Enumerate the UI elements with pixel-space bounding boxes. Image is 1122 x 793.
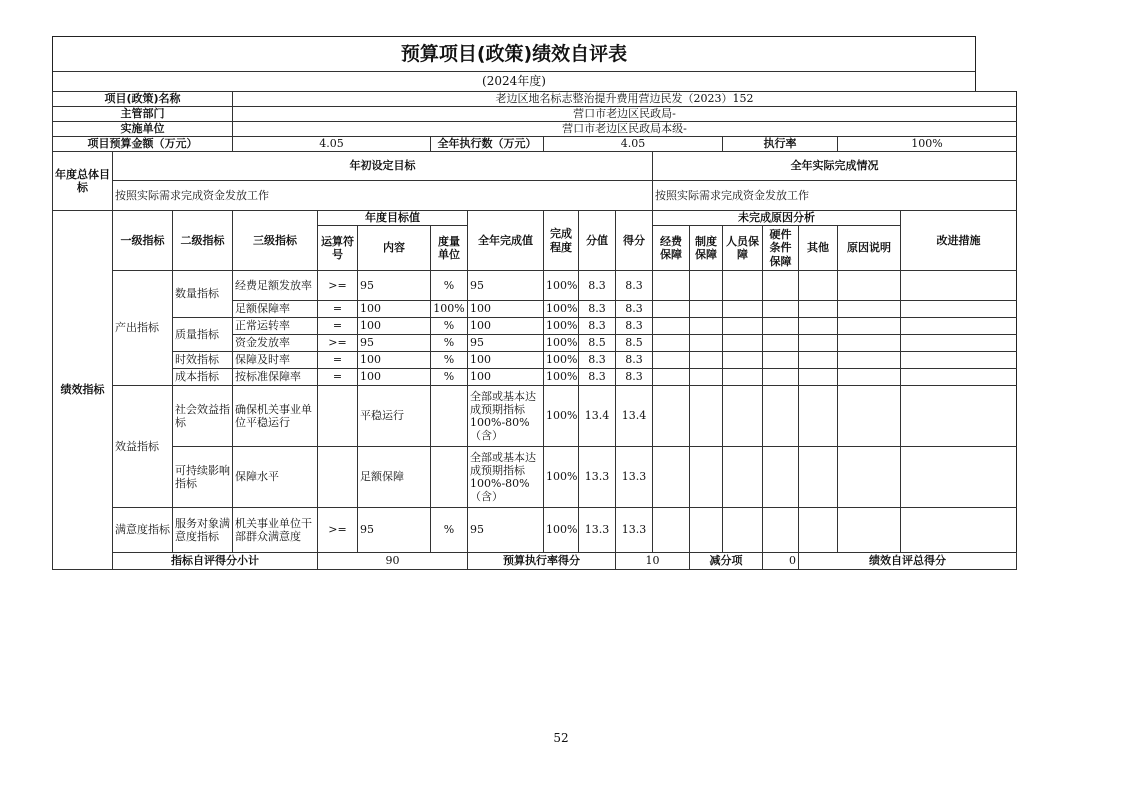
score-cell: 8.3 (579, 352, 616, 369)
implementer-row (53, 122, 1017, 137)
level3-cell: 按标准保障率 (233, 369, 318, 386)
unit-cell: 100% (431, 301, 468, 318)
score-cell: 13.4 (579, 386, 616, 447)
budget-amount-label: 项目预算金额（万元） (53, 137, 233, 152)
project-name-label: 项目(政策)名称 (53, 92, 233, 107)
content-cell: 100 (358, 352, 431, 369)
operator-cell: = (318, 369, 358, 386)
degree-cell: 100% (544, 369, 579, 386)
level3-cell: 保障水平 (233, 447, 318, 508)
degree-cell: 100% (544, 386, 579, 447)
completed-cell: 100 (468, 369, 544, 386)
unit-cell (431, 447, 468, 508)
perf-section-label: 绩效指标 (53, 211, 113, 570)
table-row (53, 352, 1017, 369)
score-cell: 8.3 (579, 271, 616, 301)
executed-value: 4.05 (544, 137, 723, 152)
degree-cell: 100% (544, 271, 579, 301)
completed-cell: 95 (468, 335, 544, 352)
got-cell: 8.3 (616, 352, 653, 369)
improve-header: 改进措施 (901, 211, 1017, 271)
completed-cell: 95 (468, 508, 544, 553)
operator-cell: >= (318, 508, 358, 553)
unit-cell: % (431, 318, 468, 335)
evaluation-table (52, 91, 1017, 570)
got-cell: 8.5 (616, 335, 653, 352)
target-group-header: 年度目标值 (318, 211, 468, 226)
operator-cell: = (318, 318, 358, 335)
level2-social: 社会效益指标 (173, 386, 233, 447)
level2-quantity: 数量指标 (173, 271, 233, 318)
completed-cell: 95 (468, 271, 544, 301)
level3-cell: 保障及时率 (233, 352, 318, 369)
exec-score-label: 预算执行率得分 (468, 553, 616, 570)
content-cell: 100 (358, 318, 431, 335)
goal-text-row (53, 181, 1017, 211)
page-number: 52 (553, 731, 569, 745)
got-cell: 8.3 (616, 318, 653, 335)
level3-cell: 确保机关事业单位平稳运行 (233, 386, 318, 447)
level3-header: 三级指标 (233, 211, 318, 271)
completed-cell: 100 (468, 352, 544, 369)
perf-header-row-1 (53, 211, 1017, 226)
annual-goal-label: 年度总体目标 (53, 152, 113, 211)
degree-cell: 100% (544, 318, 579, 335)
table-row (53, 369, 1017, 386)
table-row (53, 447, 1017, 508)
operator-cell: >= (318, 271, 358, 301)
reason-group-header: 未完成原因分析 (653, 211, 901, 226)
got-header: 得分 (616, 211, 653, 271)
content-cell: 平稳运行 (358, 386, 431, 447)
sheet-header (52, 36, 976, 91)
operator-cell (318, 447, 358, 508)
score-cell: 13.3 (579, 447, 616, 508)
level1-output: 产出指标 (113, 271, 173, 386)
degree-cell: 100% (544, 335, 579, 352)
subtotal-label: 指标自评得分小计 (113, 553, 318, 570)
department-value: 营口市老边区民政局- (233, 107, 1017, 122)
got-cell: 13.3 (616, 447, 653, 508)
budget-amount-value: 4.05 (233, 137, 431, 152)
reason-staff-header: 人员保障 (723, 226, 763, 271)
actual-goal-text: 按照实际需求完成资金发放工作 (653, 181, 1017, 211)
table-row (53, 386, 1017, 447)
unit-cell: % (431, 369, 468, 386)
got-cell: 13.3 (616, 508, 653, 553)
got-cell: 8.3 (616, 301, 653, 318)
content-cell: 95 (358, 335, 431, 352)
level1-header: 一级指标 (113, 211, 173, 271)
project-name-value: 老边区地名标志整治提升费用营边民发（2023）152 (233, 92, 1017, 107)
completed-cell: 全部或基本达成预期指标100%-80%（含） (468, 447, 544, 508)
content-cell: 95 (358, 508, 431, 553)
score-header: 分值 (579, 211, 616, 271)
completed-cell: 100 (468, 318, 544, 335)
rate-value: 100% (838, 137, 1017, 152)
page-title: 预算项目(政策)绩效自评表 (53, 37, 975, 72)
department-label: 主管部门 (53, 107, 233, 122)
completed-header: 全年完成值 (468, 211, 544, 271)
executed-label: 全年执行数（万元） (431, 137, 544, 152)
rate-label: 执行率 (723, 137, 838, 152)
level1-benefit: 效益指标 (113, 386, 173, 508)
degree-header: 完成程度 (544, 211, 579, 271)
level2-quality: 质量指标 (173, 318, 233, 352)
reason-system-header: 制度保障 (690, 226, 723, 271)
degree-cell: 100% (544, 447, 579, 508)
exec-score-value: 10 (616, 553, 690, 570)
degree-cell: 100% (544, 352, 579, 369)
unit-cell: % (431, 508, 468, 553)
reason-hardware-header: 硬件条件保障 (763, 226, 799, 271)
content-header: 内容 (358, 226, 431, 271)
level3-cell: 正常运转率 (233, 318, 318, 335)
reason-other-header: 其他 (799, 226, 838, 271)
reason-funding-header: 经费保障 (653, 226, 690, 271)
deduct-label: 减分项 (690, 553, 763, 570)
level3-cell: 经费足额发放率 (233, 271, 318, 301)
level2-sustain: 可持续影响指标 (173, 447, 233, 508)
operator-cell (318, 386, 358, 447)
operator-cell: = (318, 352, 358, 369)
score-cell: 8.5 (579, 335, 616, 352)
operator-cell: = (318, 301, 358, 318)
unit-header: 度量单位 (431, 226, 468, 271)
score-cell: 8.3 (579, 318, 616, 335)
score-cell: 13.3 (579, 508, 616, 553)
unit-cell: % (431, 335, 468, 352)
level2-header: 二级指标 (173, 211, 233, 271)
content-cell: 100 (358, 369, 431, 386)
degree-cell: 100% (544, 508, 579, 553)
operator-cell: >= (318, 335, 358, 352)
initial-goal-text: 按照实际需求完成资金发放工作 (113, 181, 653, 211)
actual-goal-header: 全年实际完成情况 (653, 152, 1017, 181)
year-label: (2024年度) (482, 74, 546, 88)
level3-cell: 资金发放率 (233, 335, 318, 352)
initial-goal-header: 年初设定目标 (113, 152, 653, 181)
level2-time: 时效指标 (173, 352, 233, 369)
degree-cell: 100% (544, 301, 579, 318)
got-cell: 8.3 (616, 369, 653, 386)
score-cell: 8.3 (579, 369, 616, 386)
total-score-label: 绩效自评总得分 (799, 553, 1017, 570)
budget-row (53, 137, 1017, 152)
unit-cell: % (431, 352, 468, 369)
level3-cell: 足额保障率 (233, 301, 318, 318)
project-name-row (53, 92, 1017, 107)
department-row (53, 107, 1017, 122)
operator-header: 运算符号 (318, 226, 358, 271)
content-cell: 100 (358, 301, 431, 318)
goal-header-row (53, 152, 1017, 181)
unit-cell (431, 386, 468, 447)
summary-row (53, 553, 1017, 570)
unit-cell: % (431, 271, 468, 301)
table-row (53, 508, 1017, 553)
got-cell: 8.3 (616, 271, 653, 301)
score-cell: 8.3 (579, 301, 616, 318)
level1-satisfaction: 满意度指标 (113, 508, 173, 553)
content-cell: 足额保障 (358, 447, 431, 508)
level3-cell: 机关事业单位干部群众满意度 (233, 508, 318, 553)
implementer-value: 营口市老边区民政局本级- (233, 122, 1017, 137)
deduct-value: 0 (763, 553, 799, 570)
got-cell: 13.4 (616, 386, 653, 447)
table-row (53, 271, 1017, 301)
completed-cell: 100 (468, 301, 544, 318)
reason-explain-header: 原因说明 (838, 226, 901, 271)
content-cell: 95 (358, 271, 431, 301)
implementer-label: 实施单位 (53, 122, 233, 137)
table-row (53, 318, 1017, 335)
completed-cell: 全部或基本达成预期指标100%-80%（含） (468, 386, 544, 447)
level2-service: 服务对象满意度指标 (173, 508, 233, 553)
evaluation-sheet (52, 36, 981, 570)
subtotal-value: 90 (318, 553, 468, 570)
level2-cost: 成本指标 (173, 369, 233, 386)
